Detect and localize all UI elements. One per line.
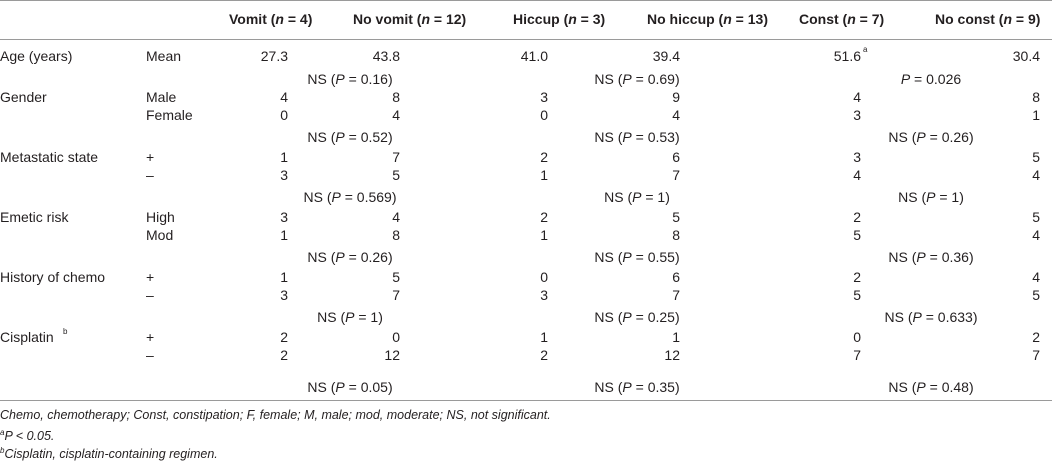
table-cell: 3 — [280, 209, 288, 225]
p-symbol: P — [345, 309, 355, 325]
row-sublabel: – — [146, 347, 154, 363]
footnote-a — [0, 425, 54, 444]
p-symbol: P — [916, 379, 926, 395]
p-symbol: P — [916, 129, 926, 145]
table-cell: 5 — [1032, 209, 1040, 225]
row-sublabel: + — [146, 329, 155, 345]
table-cell: 4 — [853, 89, 861, 105]
table-cell: 12 — [384, 347, 400, 363]
table-cell: 1 — [540, 167, 548, 183]
stat-cell: NS (P = 0.35) — [594, 379, 680, 395]
header-vomit-label: Vomit ( — [229, 11, 276, 27]
table-cell: 4 — [280, 89, 288, 105]
table-cell: 3 — [540, 89, 548, 105]
table-cell: 3 — [540, 287, 548, 303]
header-vomit-rest: = 4) — [283, 11, 313, 27]
table-cell: 0 — [280, 107, 288, 123]
header-no-const — [935, 10, 1040, 28]
header-no-const-rest: = 9) — [1012, 11, 1041, 27]
table-cell: 6 — [672, 269, 680, 285]
table-cell: 2 — [540, 209, 548, 225]
header-no-vomit-rest: = 12) — [430, 11, 467, 27]
table-cell: 1 — [540, 329, 548, 345]
table-cell: 8 — [1032, 89, 1040, 105]
table-cell: 7 — [1032, 347, 1040, 363]
header-hiccup — [513, 10, 605, 28]
table-cell: 8 — [392, 89, 400, 105]
table-cell: 41.0 — [520, 48, 548, 64]
table-cell: 3 — [280, 287, 288, 303]
p-symbol: P — [335, 379, 345, 395]
table-cell: 8 — [392, 227, 400, 243]
stat-cell: NS (P = 0.05) — [307, 379, 393, 395]
p-symbol: P — [622, 71, 632, 87]
table-header — [0, 0, 1052, 40]
p-symbol: P — [916, 249, 926, 265]
table-cell: 51.6 — [833, 48, 861, 64]
table-cell: 2 — [853, 269, 861, 285]
stat-cell: NS (P = 0.53) — [594, 129, 680, 145]
table-cell: 27.3 — [260, 48, 288, 64]
stat-cell: NS (P = 0.48) — [888, 379, 974, 395]
table-cell: 2 — [540, 347, 548, 363]
superscript-a: a — [863, 45, 868, 54]
table-cell: 7 — [392, 287, 400, 303]
header-no-hiccup-n: n — [723, 11, 732, 27]
table-cell: 2 — [853, 209, 861, 225]
table-cell: 7 — [853, 347, 861, 363]
table-cell: 5 — [853, 227, 861, 243]
p-symbol: P — [331, 189, 341, 205]
p-symbol: P — [335, 71, 345, 87]
table-cell: 5 — [392, 269, 400, 285]
stat-cell: NS (P = 0.69) — [594, 71, 680, 87]
footnote-abbreviations: Chemo, chemotherapy; Const, constipation; F, female; M, male; mod, moderate; NS, not significant. — [0, 408, 551, 422]
row-sublabel: + — [146, 149, 155, 165]
header-no-hiccup-label: No hiccup ( — [647, 11, 724, 27]
stat-cell: NS (P = 0.569) — [303, 189, 397, 205]
p-symbol: P — [335, 249, 345, 265]
table-cell: 4 — [392, 209, 400, 225]
section-label: Metastatic state — [0, 149, 99, 165]
header-const-rest: = 7) — [855, 11, 885, 27]
p-symbol: P — [632, 189, 642, 205]
header-const-label: Const ( — [799, 11, 848, 27]
section-label: Age (years) — [0, 48, 73, 64]
footnote-a-mark: a — [0, 428, 5, 437]
table-cell: 0 — [540, 269, 548, 285]
table-cell: 0 — [540, 107, 548, 123]
row-sublabel: Mean — [146, 48, 182, 64]
header-rule — [0, 39, 1052, 40]
table-cell: 6 — [672, 149, 680, 165]
p-symbol: P — [335, 129, 345, 145]
table-cell: 0 — [392, 329, 400, 345]
table-cell: 3 — [280, 167, 288, 183]
table-cell: 1 — [280, 227, 288, 243]
stat-cell: NS (P = 0.55) — [594, 249, 680, 265]
table-cell: 1 — [672, 329, 680, 345]
stat-cell: NS (P = 0.25) — [594, 309, 680, 325]
footnote-b — [0, 443, 218, 462]
header-const — [799, 10, 884, 28]
table-cell: 4 — [392, 107, 400, 123]
p-symbol: P — [926, 189, 936, 205]
header-vomit — [229, 10, 312, 28]
table-cell: 0 — [853, 329, 861, 345]
p-symbol: P — [900, 71, 911, 87]
header-no-vomit — [353, 10, 466, 28]
row-sublabel: Female — [146, 107, 193, 123]
table-cell: 3 — [853, 107, 861, 123]
stat-cell: P = 0.026 — [900, 71, 962, 87]
table-cell: 43.8 — [372, 48, 400, 64]
table-cell: 3 — [853, 149, 861, 165]
footnote-b-text: Cisplatin, cisplatin-containing regimen. — [4, 447, 218, 461]
table-cell: 2 — [1032, 329, 1040, 345]
stat-cell: NS (P = 1) — [317, 309, 383, 325]
section-label: History of chemo — [0, 269, 106, 285]
table-cell: 5 — [1032, 149, 1040, 165]
header-hiccup-n: n — [568, 11, 577, 27]
footnote-a-text: P < 0.05. — [4, 429, 55, 443]
table-cell: 1 — [540, 227, 548, 243]
table-cell: 1 — [280, 149, 288, 165]
table-cell: 4 — [1032, 269, 1040, 285]
p-symbol: P — [622, 309, 632, 325]
table-cell: 39.4 — [652, 48, 680, 64]
table-cell: 7 — [392, 149, 400, 165]
row-sublabel: High — [146, 209, 175, 225]
table-cell: 5 — [853, 287, 861, 303]
stat-cell: NS (P = 0.16) — [307, 71, 393, 87]
row-sublabel: – — [146, 167, 154, 183]
table-cell: 2 — [280, 347, 288, 363]
header-no-const-n: n — [1003, 11, 1013, 27]
header-vomit-n: n — [275, 11, 284, 27]
bottom-rule — [0, 400, 1052, 401]
row-sublabel: Mod — [146, 227, 174, 243]
stat-cell: NS (P = 0.26) — [307, 249, 393, 265]
table-cell: 9 — [672, 89, 680, 105]
table-cell: 5 — [1032, 287, 1040, 303]
footnote-b-mark: b — [0, 446, 5, 455]
header-const-n: n — [847, 11, 856, 27]
stat-cell: NS (P = 0.633) — [884, 309, 978, 325]
table-cell: 2 — [540, 149, 548, 165]
p-symbol: P — [622, 379, 632, 395]
table-cell: 12 — [664, 347, 680, 363]
table-cell: 5 — [392, 167, 400, 183]
header-no-vomit-label: No vomit ( — [353, 11, 422, 27]
p-symbol: P — [912, 309, 922, 325]
header-hiccup-label: Hiccup ( — [513, 11, 569, 27]
table-cell: 4 — [672, 107, 680, 123]
header-no-hiccup — [647, 10, 768, 28]
header-hiccup-rest: = 3) — [576, 11, 606, 27]
row-sublabel: Male — [146, 89, 177, 105]
table-cell: 4 — [1032, 167, 1040, 183]
table-cell: 30.4 — [1012, 48, 1040, 64]
table-cell: 8 — [672, 227, 680, 243]
superscript-b: b — [63, 327, 68, 336]
stat-cell: NS (P = 0.26) — [888, 129, 974, 145]
row-sublabel: – — [146, 287, 154, 303]
table-cell: 1 — [280, 269, 288, 285]
table-cell: 7 — [672, 287, 680, 303]
section-label: Emetic risk — [0, 209, 69, 225]
section-label: Gender — [0, 89, 47, 105]
stat-cell: NS (P = 1) — [898, 189, 964, 205]
header-no-vomit-n: n — [421, 11, 431, 27]
table-cell: 4 — [853, 167, 861, 183]
stat-cell: NS (P = 0.36) — [888, 249, 974, 265]
section-label: Cisplatin — [0, 329, 54, 345]
header-no-const-label: No const ( — [935, 11, 1004, 27]
stat-cell: NS (P = 0.52) — [307, 129, 393, 145]
stat-cell: NS (P = 1) — [604, 189, 670, 205]
p-symbol: P — [622, 249, 632, 265]
table-cell: 1 — [1032, 107, 1040, 123]
header-no-hiccup-rest: = 13) — [731, 11, 768, 27]
table-cell: 7 — [672, 167, 680, 183]
table-cell: 4 — [1032, 227, 1040, 243]
table-cell: 2 — [280, 329, 288, 345]
row-sublabel: + — [146, 269, 155, 285]
p-symbol: P — [622, 129, 632, 145]
table-cell: 5 — [672, 209, 680, 225]
